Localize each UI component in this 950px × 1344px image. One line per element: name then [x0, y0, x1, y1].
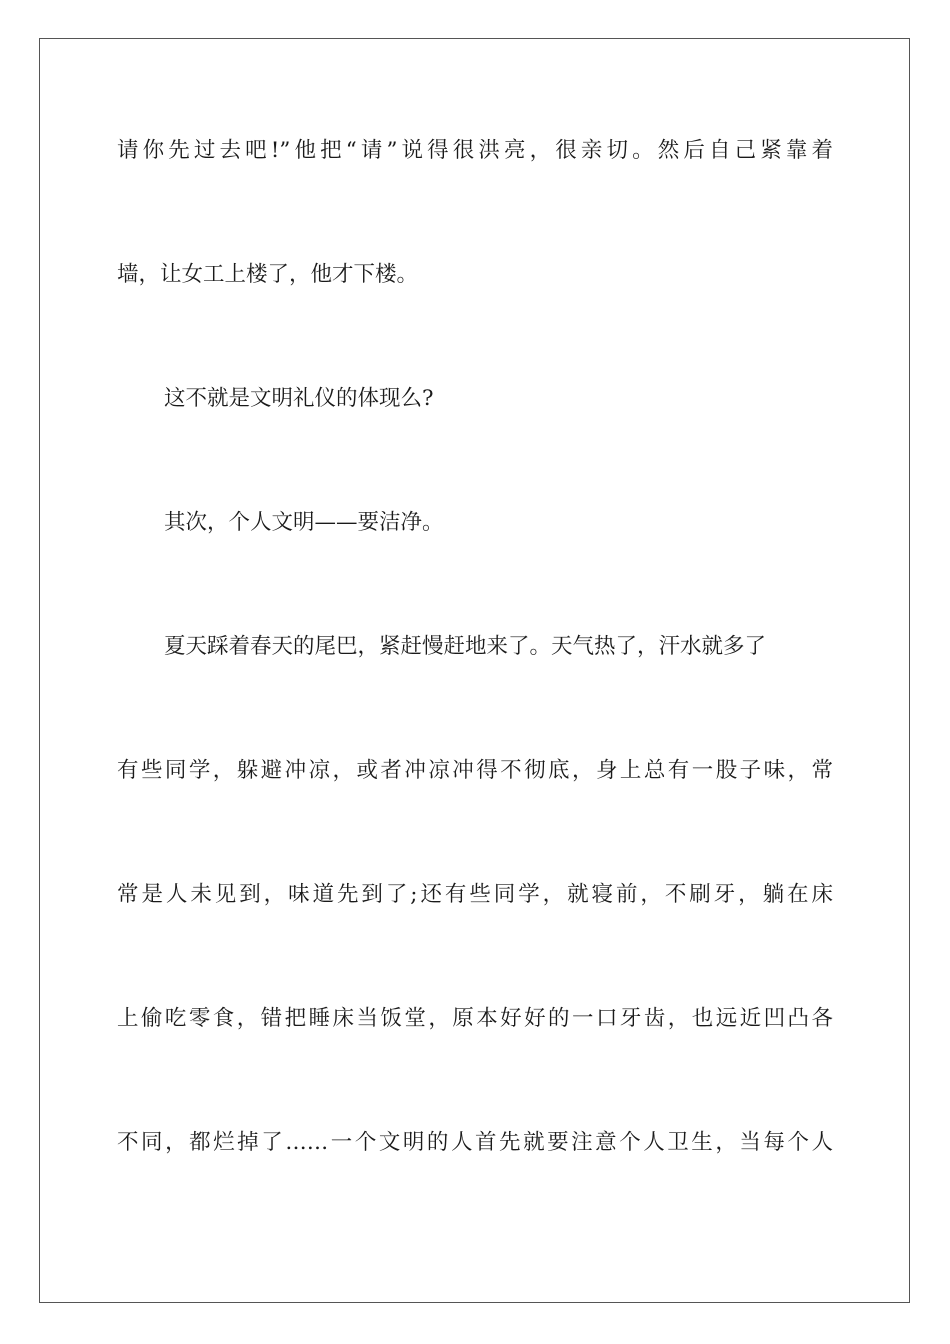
text-line: 不同，都烂掉了……一个文明的人首先就要注意个人卫生，当每个人: [117, 1130, 833, 1155]
text-line: 上偷吃零食，错把睡床当饭堂，原本好好的一口牙齿，也远近凹凸各: [117, 1006, 833, 1031]
text-line: 这不就是文明礼仪的体现么?: [164, 386, 434, 411]
text-line: 墙，让女工上楼了，他才下楼。: [117, 262, 419, 287]
text-line: 夏天踩着春天的尾巴，紧赶慢赶地来了。天气热了，汗水就多了: [164, 634, 767, 659]
page-border: [39, 38, 910, 1303]
text-line: 其次，个人文明——要洁净。: [164, 510, 444, 535]
text-line: 有些同学，躲避冲凉，或者冲凉冲得不彻底，身上总有一股子味，常: [117, 758, 833, 783]
text-line: 常是人未见到，味道先到了;还有些同学，就寝前，不刷牙，躺在床: [117, 882, 833, 907]
text-line: 请你先过去吧!”他把“请”说得很洪亮，很亲切。然后自己紧靠着: [117, 138, 833, 163]
